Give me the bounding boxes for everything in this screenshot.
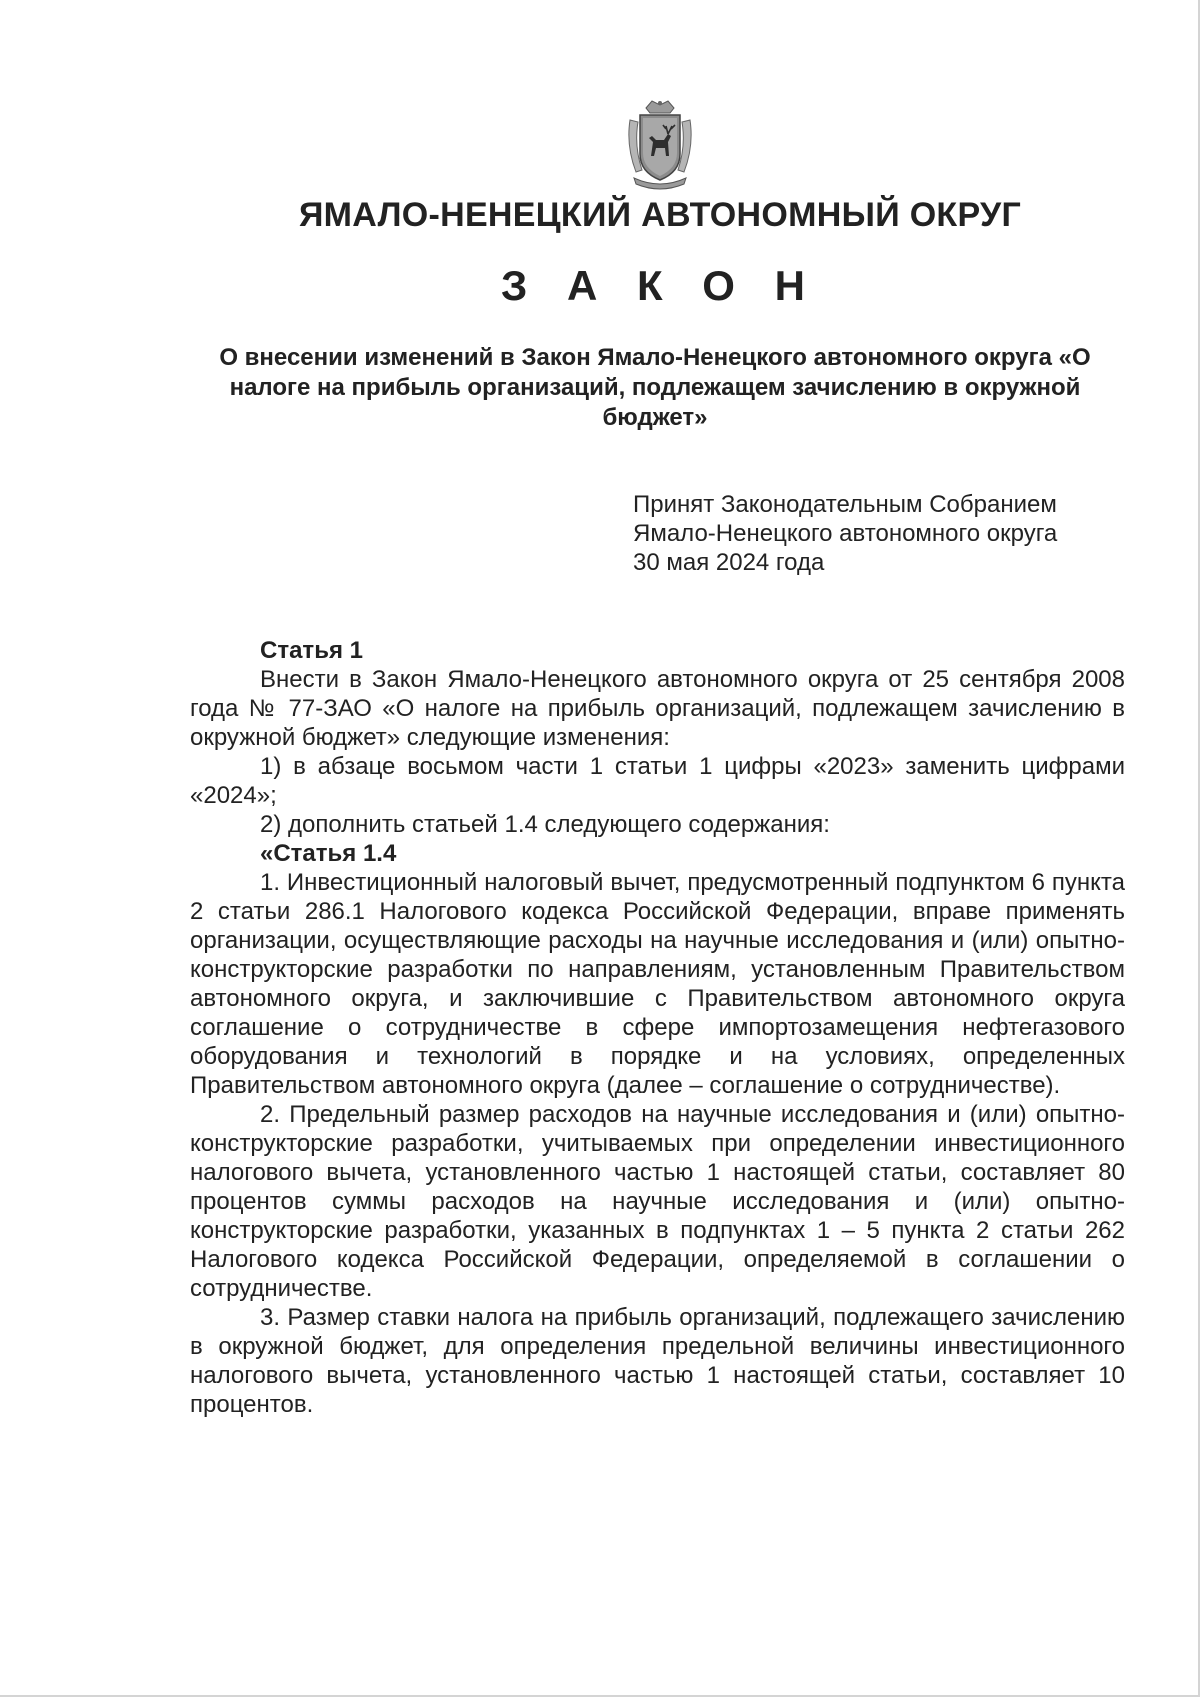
new-article-part-1: 1. Инвестиционный налоговый вычет, предусмотренный подпунктом 6 пункта 2 статьи 286.1 Налогового кодекса Российской Федерации, вправе применять организации, осуществляющие расходы на научные исследования и (или) опытно-конструкторские разработки по направлениям, установленным Правительством автономного округа, и заключившие с Правительством автономного округа соглашение о сотрудничестве в сфере импортозамещения нефтегазового оборудования и технологий в порядке и на условиях, определенных Правительством автономного округа (далее – соглашение о сотрудничестве). [190, 869, 1125, 1099]
article-heading: Статья 1 [260, 637, 363, 664]
coat-of-arms-icon [624, 98, 696, 190]
adoption-line-2: Ямало-Ненецкого автономного округа [633, 520, 1058, 547]
amendment-item-1: 1) в абзаце восьмом части 1 статьи 1 цифры «2023» заменить цифрами «2024»; [190, 753, 1125, 809]
new-article-part-2: 2. Предельный размер расходов на научные исследования и (или) опытно-конструкторские разработки, учитываемых при определении инвестиционного налогового вычета, установленного частью 1 настоящей статьи, составляет 80 процентов суммы расходов на научные исследования и (или) опытно-конструкторские разработки, указанных в подпунктах 1 – 5 пункта 2 статьи 262 Налогового кодекса Российской Федерации, определяемой в соглашении о сотрудничестве. [190, 1101, 1125, 1302]
article-body [190, 636, 1125, 1419]
new-article-part-3: 3. Размер ставки налога на прибыль организаций, подлежащего зачислению в окружной бюджет, для определения предельной величины инвестиционного налогового вычета, установленного частью 1 настоящей статьи, составляет 10 процентов. [190, 1304, 1125, 1418]
adoption-note [633, 490, 1153, 577]
law-title: З А К О Н [501, 262, 819, 309]
new-article-heading: «Статья 1.4 [260, 840, 397, 867]
article-intro: Внести в Закон Ямало-Ненецкого автономного округа от 25 сентября 2008 года № 77-ЗАО «О налоге на прибыль организаций, подлежащем зачислению в окружной бюджет» следующие изменения: [190, 666, 1125, 751]
law-subtitle: О внесении изменений в Закон Ямало-Ненецкого автономного округа «О налоге на прибыль организаций, подлежащем зачислению в окружной бюджет» [219, 344, 1091, 431]
amendment-item-2: 2) дополнить статьей 1.4 следующего содержания: [260, 811, 830, 838]
adoption-line-1: Принят Законодательным Собранием [633, 491, 1057, 518]
adoption-date: 30 мая 2024 года [633, 549, 825, 576]
region-title: ЯМАЛО-НЕНЕЦКИЙ АВТОНОМНЫЙ ОКРУГ [298, 196, 1022, 234]
